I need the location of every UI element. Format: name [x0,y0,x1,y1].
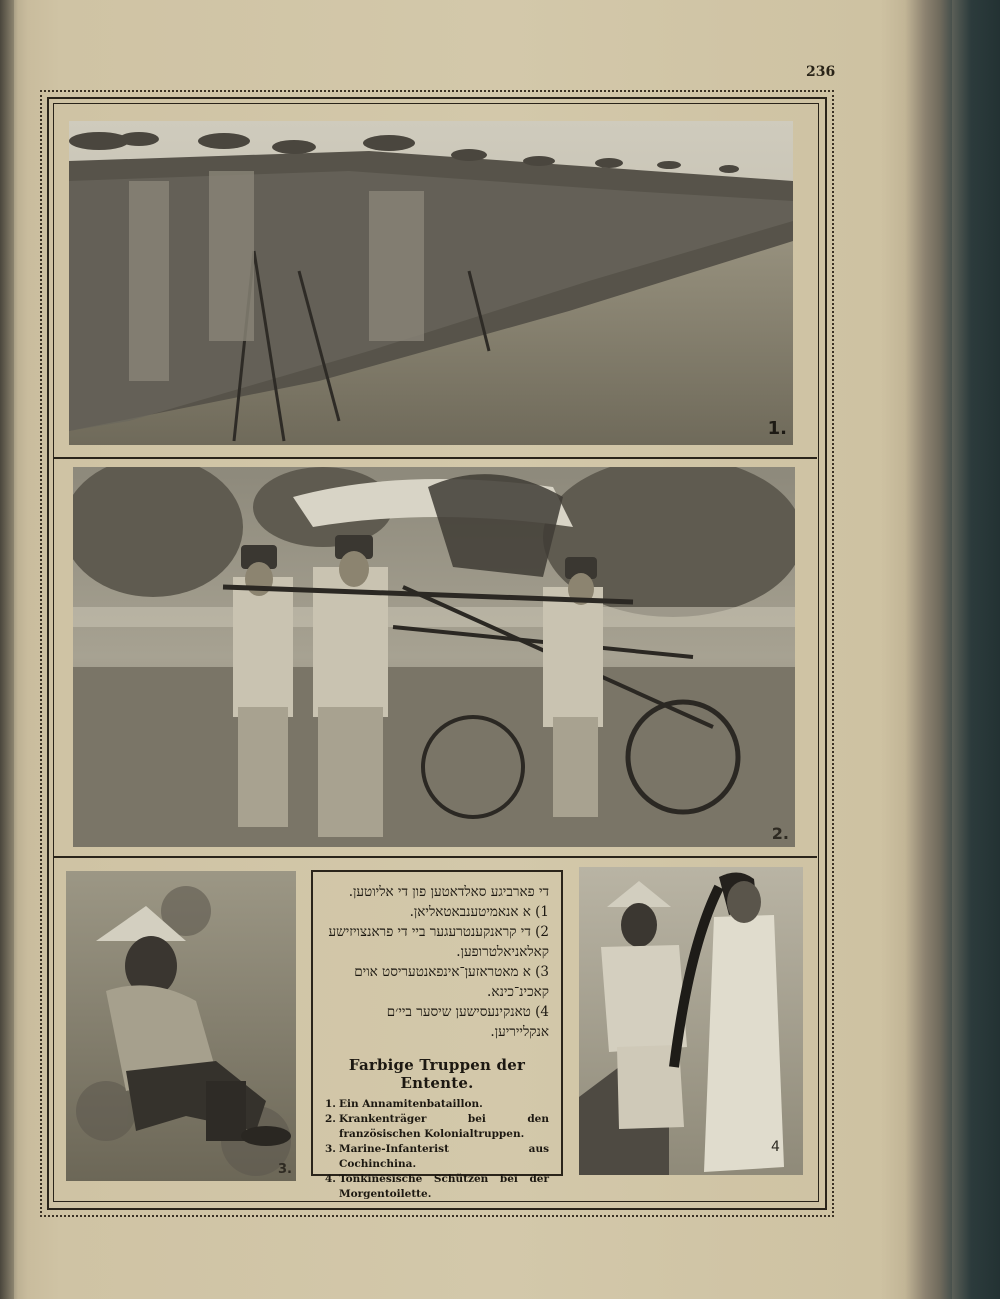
photo-annamite-battalion [69,121,793,445]
photo-number-3: 3. [278,1162,292,1177]
german-item-text: Marine-Infanterist aus Cochinchina. [339,1143,549,1170]
german-caption-item [325,1142,549,1172]
german-item-number: 4. [325,1173,336,1185]
german-item-number: 3. [325,1143,336,1155]
german-caption-title: Farbige Truppen der Entente. [348,1056,526,1092]
photo-stretcher-bearers [73,467,795,847]
divider-1 [53,457,817,459]
photo-tonkinese-riflemen [579,867,803,1175]
caption-box [311,870,563,1200]
yiddish-caption-title: די פארביגע סאלדאטען פון די אליוטען. [348,884,549,900]
german-item-number: 2. [325,1113,336,1125]
battalion-illustration [69,121,793,445]
marine-infantryman-illustration [66,871,296,1181]
left-page-edge [0,0,14,1299]
yiddish-caption-item-1: 1) א אנאמיטענבאטאליאן. [409,904,549,920]
german-item-text: Ein Annamitenbataillon. [339,1098,483,1110]
photo-number-4: 4 [771,1139,780,1155]
german-item-text: Krankenträger bei den französischen Kolonialtruppen. [339,1113,549,1140]
german-caption-list [325,1097,549,1202]
german-item-number: 1. [325,1098,336,1110]
book-cover-edge [952,0,1000,1299]
photo-marine-infantryman [66,871,296,1181]
yiddish-caption-item-3: 3) א מאטראזען־אינפאנטעריסט אוים קאכינ־כינא. [354,964,549,1000]
yiddish-caption-item-2: 2) די קראנקענטרעגער ביי די פראנצויזישע קאלאניאלטרופען. [328,924,549,960]
photo-number-2: 2. [771,824,789,843]
divider-2 [53,856,817,858]
page-number: 236 [806,64,836,80]
german-item-text: Tonkinesische Schützen bei der Morgentoilette. [339,1173,549,1200]
german-caption-item [325,1097,549,1112]
tonkinese-riflemen-illustration [579,867,803,1175]
yiddish-caption-item-4: 4) טאנקינעסישען שיסער ביי׳ם אנקלייריען. [386,1004,549,1040]
stretcher-bearers-illustration [73,467,795,847]
photo-number-1: 1. [767,418,787,439]
german-caption-item [325,1112,549,1142]
german-caption-item [325,1172,549,1202]
